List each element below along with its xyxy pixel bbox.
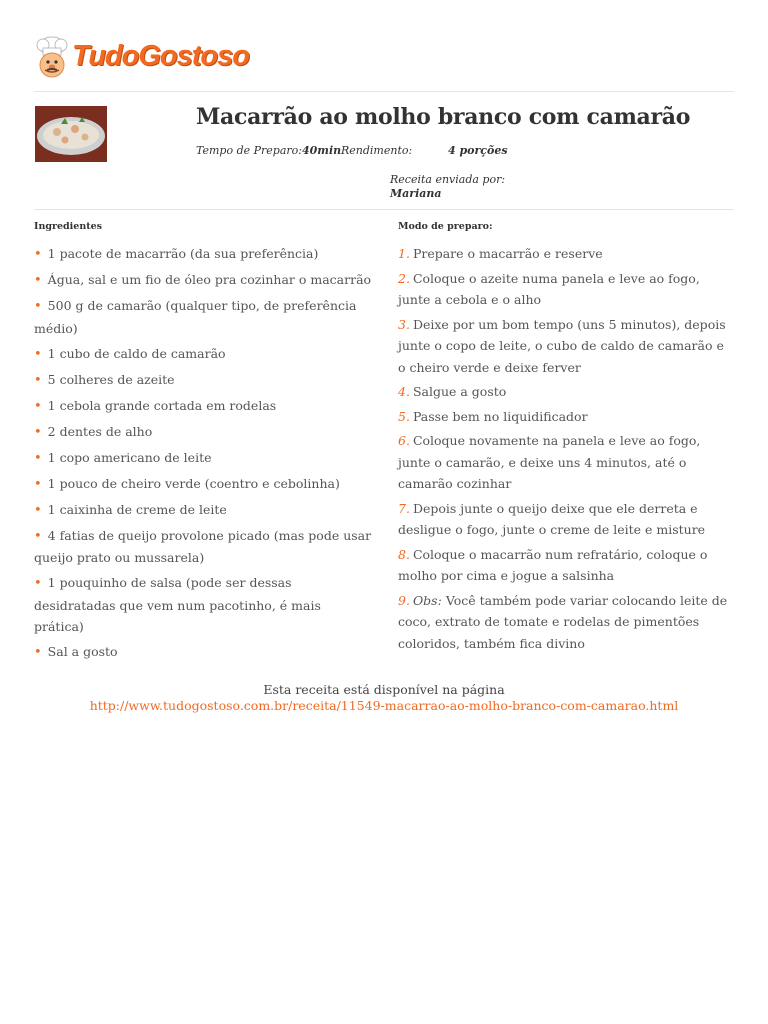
ingredient-item: [34, 525, 374, 569]
step-number: 8.: [398, 546, 410, 562]
preparation-step: [398, 544, 732, 587]
step-text: Salgue a gosto: [412, 384, 507, 399]
yield: [341, 144, 412, 157]
ingredient-text: 1 cubo de caldo de camarão: [47, 345, 226, 361]
footer-text: Esta receita está disponível na página: [263, 682, 505, 697]
bullet-icon: •: [34, 372, 42, 388]
bullet-icon: •: [34, 299, 42, 314]
header-divider: [34, 91, 734, 92]
step-text: Depois junte o queijo deixe que ele derreta e desligue o fogo, junte o creme de leite e misture: [398, 500, 706, 537]
bullet-icon: •: [34, 502, 42, 518]
ingredient-item: [34, 295, 374, 339]
prep-time: [196, 144, 302, 157]
ingredient-text: 2 dentes de alho: [47, 423, 153, 439]
site-logo[interactable]: [34, 36, 274, 82]
ingredients-heading: Ingredientes: [34, 221, 103, 232]
prep-time-label: Tempo de Preparo:: [196, 144, 302, 157]
bullet-icon: •: [34, 450, 42, 466]
ingredient-item: [34, 243, 374, 266]
ingredient-text: 1 pouquinho de salsa (pode ser dessas desidratadas que vem num pacotinho, é mais prática): [34, 575, 321, 634]
bullet-icon: •: [34, 273, 42, 288]
author-name: Mariana: [390, 187, 442, 200]
step-text: Coloque novamente na panela e leve ao fogo, junte o camarão, e deixe uns 4 minutos, até o camarão cozinhar: [398, 433, 701, 491]
ingredient-text: 4 fatias de queijo provolone picado (mas pode usar queijo prato ou mussarela): [34, 527, 372, 565]
sent-by-label: Receita enviada por:: [390, 173, 506, 186]
step-text: Passe bem no liquidificador: [412, 408, 588, 424]
ingredient-text: 1 copo americano de leite: [47, 449, 212, 465]
yield-value: 4 porções: [448, 144, 508, 157]
preparation-steps: [398, 243, 732, 657]
step-number: 9.: [398, 592, 410, 608]
ingredient-item: [34, 269, 374, 292]
ingredient-item: [34, 421, 374, 444]
ingredient-item: [34, 572, 374, 638]
step-number: 7.: [398, 500, 410, 516]
ingredient-item: [34, 343, 374, 366]
ingredient-text: 1 pouco de cheiro verde (coentro e cebolinha): [47, 475, 340, 491]
chef-mascot-icon: [34, 36, 70, 82]
preparation-step: [398, 590, 732, 655]
recipe-source-link[interactable]: http://www.tudogostoso.com.br/receita/11549-macarrao-ao-molho-branco-com-camarao.html: [89, 698, 679, 713]
step-text: Prepare o macarrão e reserve: [412, 246, 603, 261]
yield-label: Rendimento:: [341, 144, 413, 157]
ingredient-text: Sal a gosto: [47, 644, 118, 659]
step-note-prefix: Obs:: [412, 592, 442, 608]
preparation-step: [398, 430, 732, 495]
ingredient-text: 500 g de camarão (qualquer tipo, de preferência médio): [34, 298, 357, 336]
step-text: Coloque o macarrão num refratário, coloque o molho por cima e jogue a salsinha: [398, 546, 708, 583]
ingredient-text: 1 pacote de macarrão (da sua preferência): [47, 246, 319, 261]
recipe-dish-photo: [35, 106, 107, 162]
sent-by-author: [390, 187, 442, 200]
bullet-icon: •: [34, 346, 42, 362]
step-text: Deixe por um bom tempo (uns 5 minutos), depois junte o copo de leite, o cubo de caldo de camarão e o cheiro verde e deixe ferver: [398, 316, 726, 375]
ingredient-text: Água, sal e um fio de óleo pra cozinhar o macarrão: [47, 272, 372, 287]
ingredient-text: 1 cebola grande cortada em rodelas: [47, 397, 277, 413]
bullet-icon: •: [34, 424, 42, 440]
recipe-title: Macarrão ao molho branco com camarão: [196, 104, 691, 130]
ingredient-text: 1 caixinha de creme de leite: [47, 501, 227, 517]
footer: [0, 682, 768, 714]
step-text: Você também pode variar colocando leite de coco, extrato de tomate e rodelas de pimentões coloridos, também fica divino: [398, 592, 728, 651]
step-number: 5.: [398, 408, 410, 424]
ingredient-item: [34, 395, 374, 418]
bullet-icon: •: [34, 476, 42, 492]
preparation-step: [398, 268, 732, 311]
preparation-heading: Modo de preparo:: [398, 221, 493, 232]
bullet-icon: •: [34, 398, 42, 414]
step-number: 3.: [398, 316, 410, 332]
ingredients-list: [34, 243, 374, 667]
bullet-icon: •: [34, 247, 42, 262]
preparation-step: [398, 406, 732, 428]
prep-time-value-wrap: [302, 144, 341, 157]
bullet-icon: •: [34, 576, 42, 591]
ingredient-item: [34, 641, 374, 664]
step-number: 2.: [398, 270, 410, 286]
bullet-icon: •: [34, 528, 42, 544]
yield-value-wrap: [448, 144, 508, 157]
ingredient-text: 5 colheres de azeite: [47, 371, 175, 387]
ingredient-item: [34, 473, 374, 496]
ingredient-item: [34, 447, 374, 470]
step-text: Coloque o azeite numa panela e leve ao fogo, junte a cebola e o alho: [398, 270, 700, 307]
content-divider: [34, 209, 734, 210]
preparation-step: [398, 243, 732, 265]
preparation-step: [398, 498, 732, 541]
prep-time-value: 40min: [302, 144, 342, 157]
brand-name: TudoGostoso: [72, 40, 249, 72]
preparation-step: [398, 314, 732, 379]
preparation-step: [398, 381, 732, 403]
step-number: 4.: [398, 384, 410, 399]
ingredient-item: [34, 499, 374, 522]
step-number: 6.: [398, 433, 410, 448]
bullet-icon: •: [34, 645, 42, 660]
step-number: 1.: [398, 246, 410, 261]
ingredient-item: [34, 369, 374, 392]
